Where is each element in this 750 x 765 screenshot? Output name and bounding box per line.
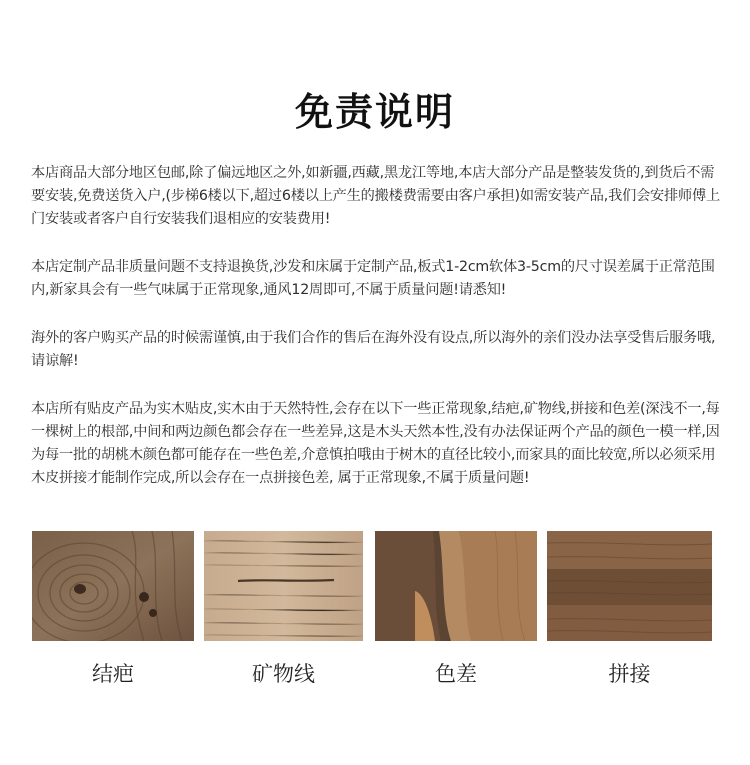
mineral-line-wood-image: [204, 531, 363, 641]
wood-sample-gallery: [32, 531, 720, 691]
color-difference-wood-image: [375, 531, 537, 641]
disclaimer-body: [31, 162, 721, 515]
splicing-caption: 拼接: [608, 662, 651, 686]
page-title: 免责说明: [294, 90, 455, 134]
knot-wood-image: [32, 531, 194, 641]
knot-sample: [32, 531, 194, 689]
shipping-paragraph: 本店商品大部分地区包邮,除了偏远地区之外,如新疆,西藏,黑龙江等地,本店大部分产品是整装发货的,到货后不需要安装,免费送货入户,(步梯6楼以下,超过6楼以上产生的搬楼费需要由客户承担)如需安装产品,我们会安排师傅上门安装或者客户自行安装我们退相应的安装费用!: [31, 165, 720, 227]
overseas-paragraph: 海外的客户购买产品的时候需谨慎,由于我们合作的售后在海外没有设点,所以海外的亲们没办法享受售后服务哦,请谅解!: [31, 330, 716, 369]
veneer-paragraph: 本店所有贴皮产品为实木贴皮,实木由于天然特性,会存在以下一些正常现象,结疤,矿物线,拼接和色差(深浅不一,每一棵树上的根部,中间和两边颜色都会存在一些差异,这是木头天然本性,没有办法保证两个产品的颜色一模一样,因为每一批的胡桃木颜色都可能存在一些色差,介意慎拍哦由于树木的直径比较小,而家具的面比较宽,所以必须采用木皮拼接才能制作完成,所以会存在一点拼接色差, 属于正常现象,不属于质量问题!: [31, 401, 720, 486]
knot-caption: 结疤: [92, 662, 134, 686]
color-difference-sample: [375, 531, 537, 689]
mineral-line-caption: 矿物线: [252, 662, 315, 686]
splicing-sample: [547, 531, 712, 689]
mineral-line-sample: [204, 531, 363, 689]
custom-products-paragraph: 本店定制产品非质量问题不支持退换货,沙发和床属于定制产品,板式1-2cm软体3-5cm的尺寸误差属于正常范围内,新家具会有一些气味属于正常现象,通风12周即可,不属于质量问题!请悉知!: [31, 259, 715, 298]
color-difference-caption: 色差: [435, 662, 477, 686]
splicing-wood-image: [547, 531, 712, 641]
